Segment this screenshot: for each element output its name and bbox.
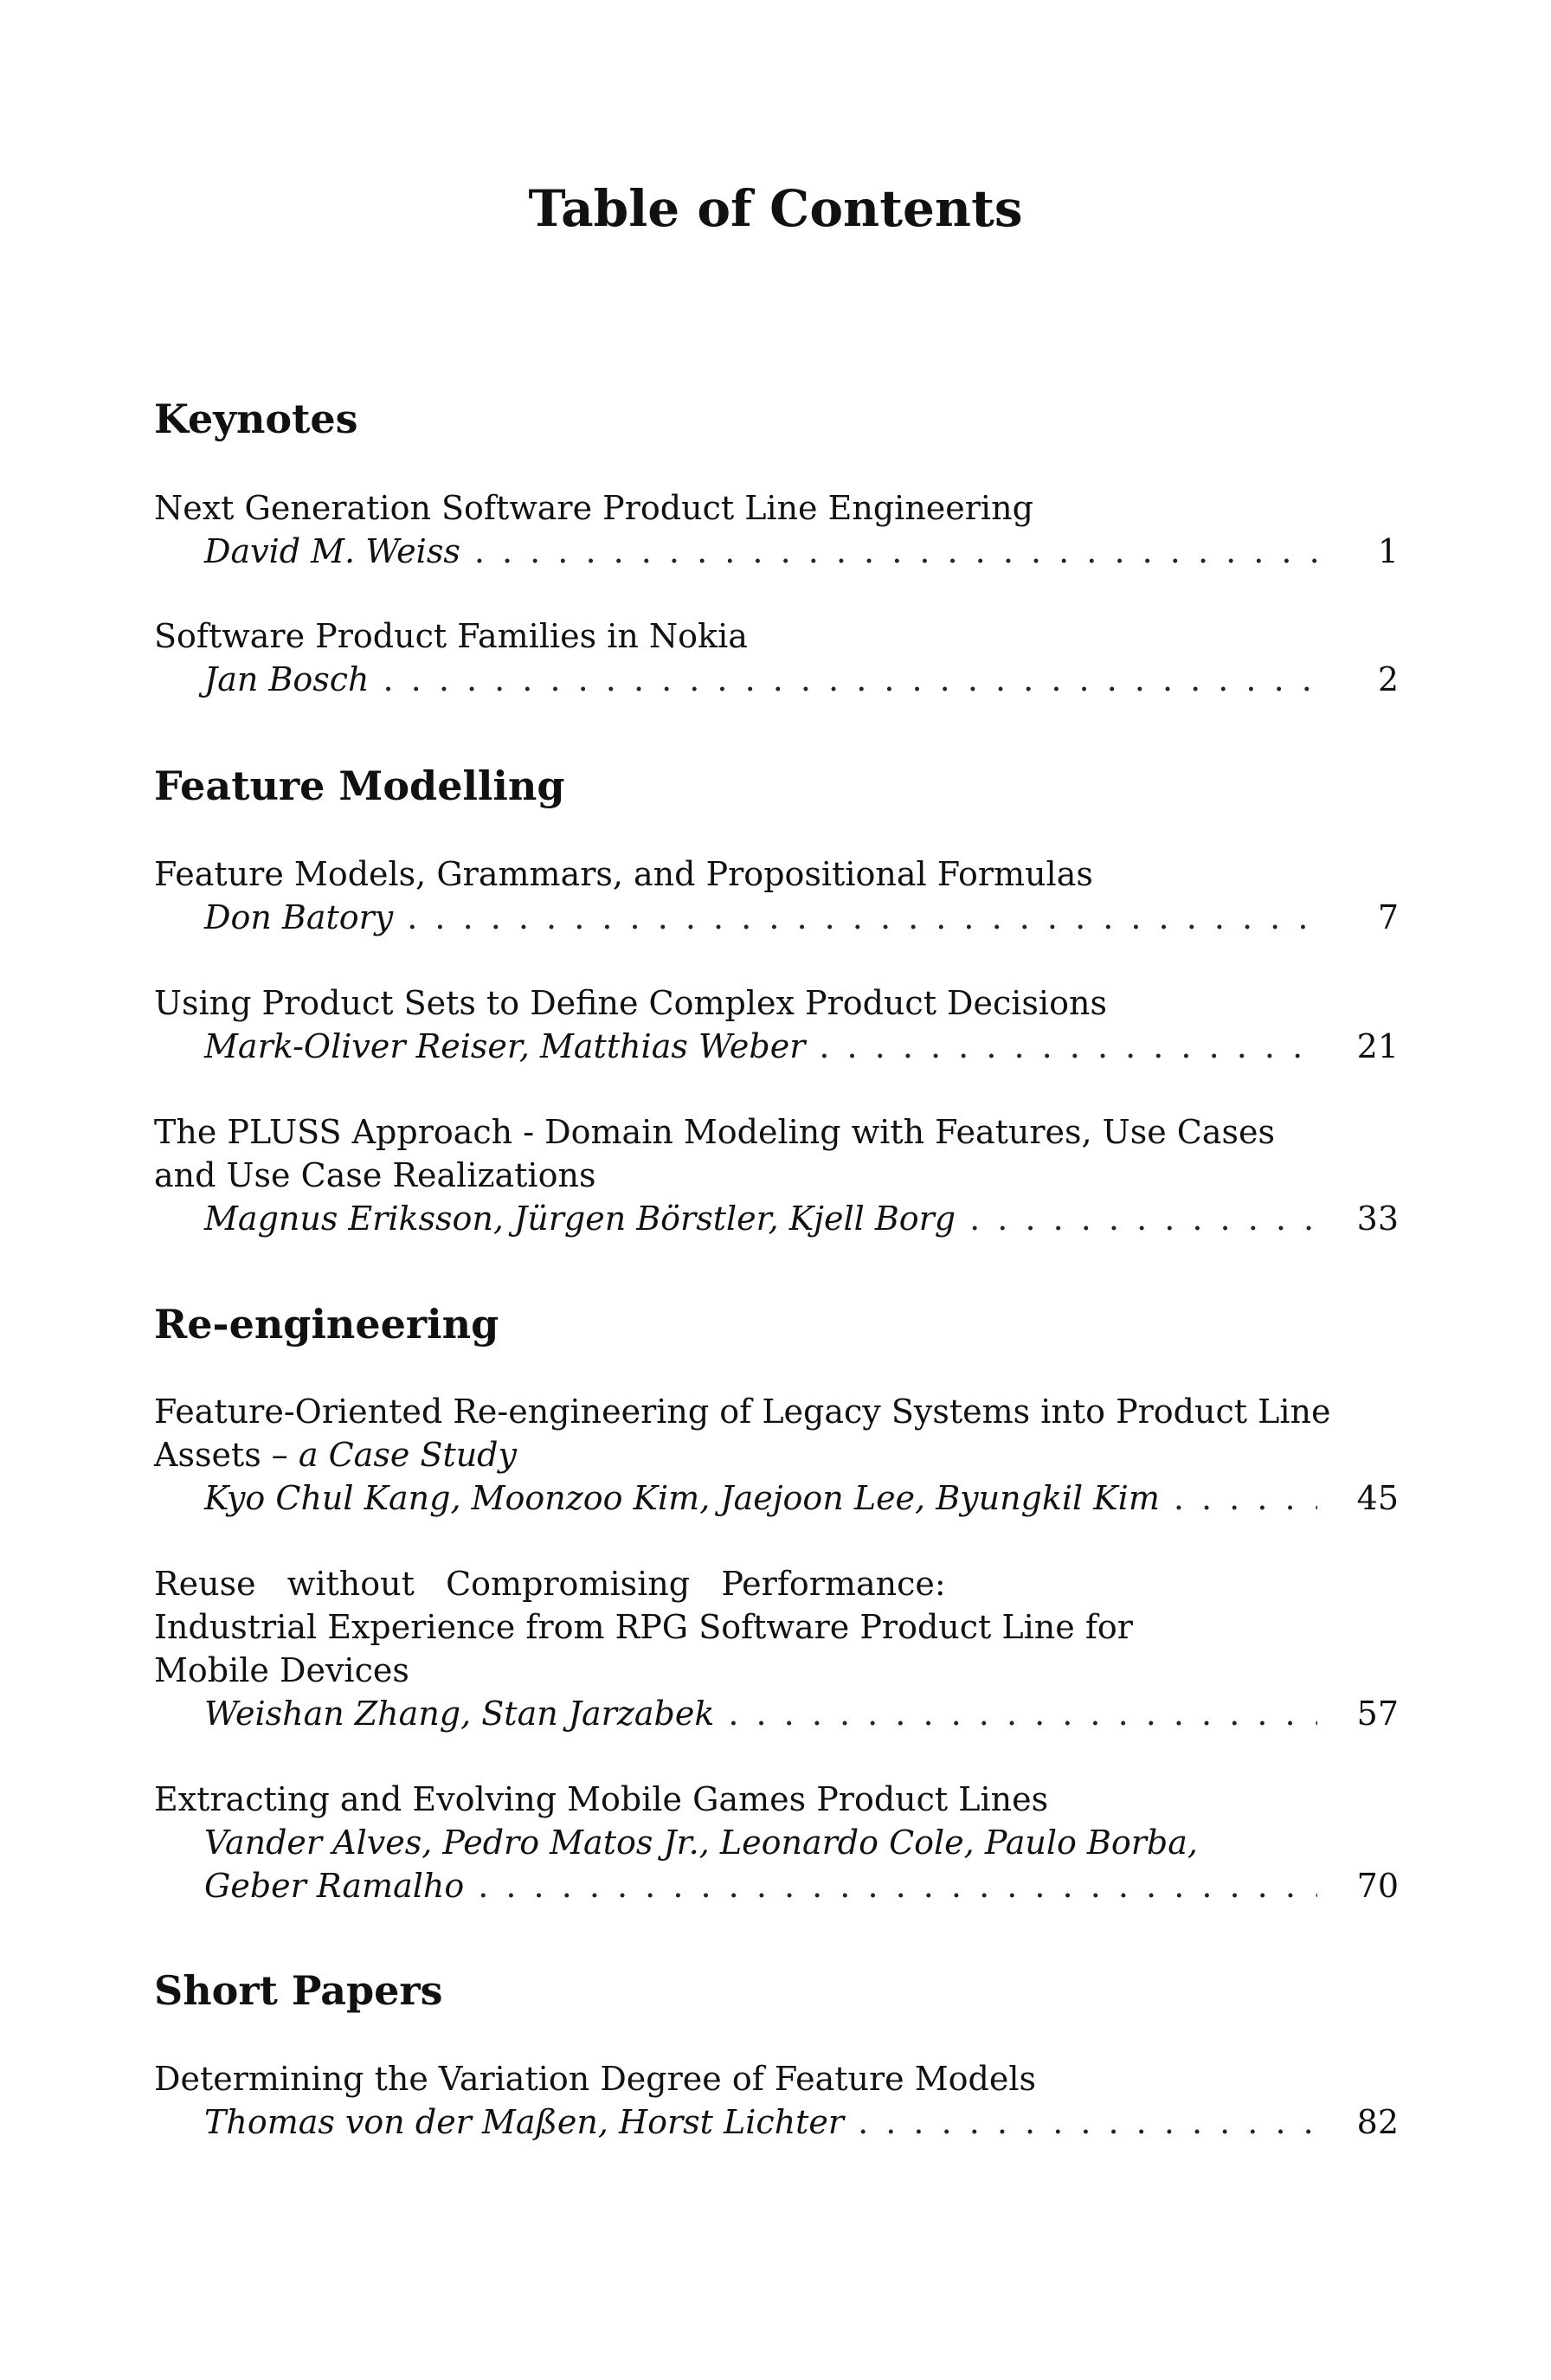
entry-author-line	[204, 658, 1399, 701]
page-title: Table of Contents	[528, 179, 1023, 238]
entry-title: Feature Models, Grammars, and Propositional Formulas	[154, 855, 1093, 893]
entry-title: Software Product Families in Nokia	[154, 617, 748, 655]
entry-authors: Thomas von der Maßen, Horst Lichter	[204, 2103, 845, 2141]
entry-title: Feature-Oriented Re-engineering of Legacy Systems into Product Line	[154, 1393, 1331, 1431]
entry-title: The PLUSS Approach - Domain Modeling with Features, Use Cases	[154, 1113, 1275, 1151]
entry-author-line	[204, 2100, 1399, 2144]
entry-title-continued: Industrial Experience from RPG Software Product Line for	[154, 1608, 1133, 1646]
section-heading-reengineering: Re-engineering	[154, 1301, 499, 1348]
entry-title: Extracting and Evolving Mobile Games Product Lines	[154, 1780, 1049, 1818]
entry-authors: Jan Bosch	[204, 660, 370, 698]
entry-author-line	[204, 1025, 1399, 1068]
entry-author-line	[204, 530, 1399, 573]
dot-leader	[969, 1197, 1317, 1240]
dot-leader	[383, 658, 1317, 701]
entry-authors: David M. Weiss	[204, 532, 460, 570]
entry-authors: Mark-Oliver Reiser, Matthias Weber	[204, 1027, 806, 1065]
entry-title: Reuse without Compromising Performance:	[154, 1565, 946, 1603]
entry-authors-continued: Geber Ramalho	[204, 1867, 465, 1905]
entry-authors: Weishan Zhang, Stan Jarzabek	[204, 1695, 715, 1733]
entry-title: Next Generation Software Product Line Engineering	[154, 489, 1033, 527]
entry-author-line	[204, 896, 1399, 939]
section-heading-keynotes: Keynotes	[154, 396, 358, 442]
entry-page-number: 21	[1356, 1027, 1399, 1065]
dot-leader	[1174, 1476, 1317, 1520]
entry-page-number: 1	[1377, 532, 1399, 570]
section-heading-feature-modelling: Feature Modelling	[154, 762, 565, 809]
entry-author-line	[204, 1197, 1399, 1240]
entry-page-number: 7	[1377, 898, 1399, 936]
entry-page-number: 57	[1356, 1695, 1399, 1733]
entry-author-line	[204, 1864, 1399, 1907]
entry-title-continued: and Use Case Realizations	[154, 1156, 596, 1194]
entry-page-number: 82	[1356, 2103, 1399, 2141]
dot-leader	[858, 2100, 1317, 2144]
section-heading-short-papers: Short Papers	[154, 1967, 443, 2014]
entry-title-continued: Mobile Devices	[154, 1651, 409, 1689]
entry-author-line	[204, 1476, 1399, 1520]
entry-page-number: 33	[1356, 1200, 1399, 1238]
entry-authors: Vander Alves, Pedro Matos Jr., Leonardo Cole, Paulo Borba,	[204, 1824, 1198, 1862]
entry-title-italic: a Case Study	[298, 1436, 517, 1474]
entry-title: Using Product Sets to Define Complex Product Decisions	[154, 984, 1107, 1022]
entry-page-number: 70	[1356, 1867, 1399, 1905]
dot-leader	[728, 1692, 1317, 1735]
entry-authors: Kyo Chul Kang, Moonzoo Kim, Jaejoon Lee, Byungkil Kim	[204, 1479, 1160, 1517]
entry-title: Determining the Variation Degree of Feature Models	[154, 2060, 1037, 2098]
dot-leader	[474, 530, 1317, 573]
dot-leader	[478, 1864, 1317, 1907]
dot-leader	[407, 896, 1317, 939]
dot-leader	[819, 1025, 1317, 1068]
entry-title-text: Assets –	[154, 1436, 299, 1474]
entry-author-line	[204, 1692, 1399, 1735]
entry-authors: Magnus Eriksson, Jürgen Börstler, Kjell Borg	[204, 1200, 956, 1238]
entry-page-number: 2	[1377, 660, 1399, 698]
entry-page-number: 45	[1356, 1479, 1399, 1517]
entry-authors: Don Batory	[204, 898, 394, 936]
entry-title-continued	[154, 1433, 517, 1476]
